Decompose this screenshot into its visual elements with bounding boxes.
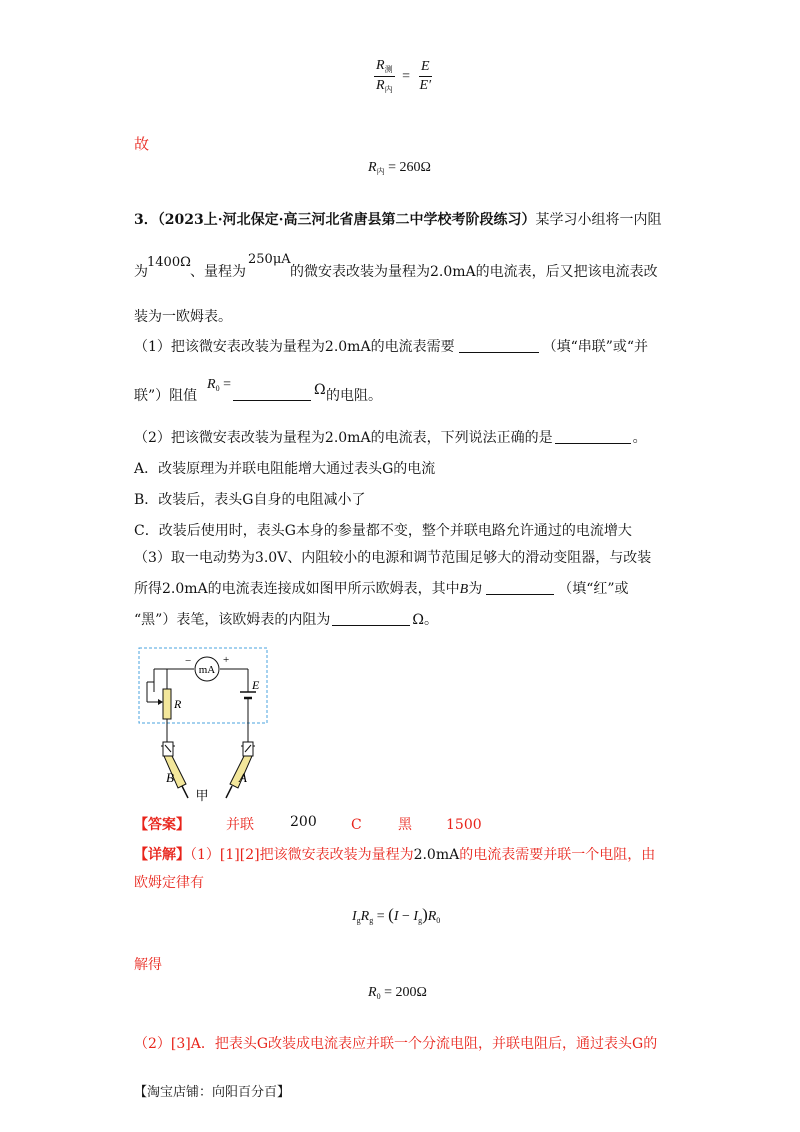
detail-part-2: （2）[3]A．把表头G改装成电流表应并联一个分流电阻，并联电阻后，通过表头G的 — [134, 1036, 658, 1052]
subscript: g — [356, 916, 361, 925]
subscript: 0 — [436, 916, 441, 925]
answer-1: 并联 — [226, 817, 254, 833]
current-value: 2.0mA — [162, 581, 208, 597]
answer-2: 200 — [290, 814, 317, 830]
option-a: A．改装原理为并联电阻能增大通过表头G的电流 — [134, 461, 436, 477]
question-source: （2023上·河北保定·高三河北省唐县第二中学校考阶段练习） — [157, 212, 536, 228]
value: 260Ω — [399, 160, 431, 175]
e-symbol: E — [419, 59, 432, 77]
answer-4: 黑 — [398, 817, 412, 833]
r-symbol: R — [360, 909, 370, 924]
e-prime-symbol: E′ — [419, 78, 432, 93]
subscript: g — [369, 916, 374, 925]
option-c: C．改装后使用时，表头G本身的参量都不变，整个并联电路允许通过的电流增大 — [134, 523, 632, 539]
range-value: 250μA — [248, 252, 291, 267]
part-3-line-2 — [134, 579, 629, 600]
r-symbol: R — [368, 985, 377, 1000]
question-3-line-2 — [134, 262, 148, 282]
plus-label: + — [223, 654, 230, 666]
question-text: 、量程为 — [190, 264, 246, 280]
part-text: 。 — [632, 430, 647, 446]
subscript: 测 — [384, 65, 393, 74]
detail-text: （1）[1][2]把该微安表改装为量程为 — [190, 847, 414, 863]
question-text: 的微安表改装为量程为2.0mA的电流表，后又把该电流表改 — [290, 264, 658, 280]
r0-symbol — [207, 377, 231, 393]
subscript: 0 — [376, 992, 381, 1001]
rheostat-icon — [163, 689, 171, 719]
equals-sign: = — [384, 985, 392, 1000]
question-number: 3． — [134, 212, 158, 228]
jiede-label: 解得 — [134, 957, 162, 973]
r-symbol: R — [368, 160, 377, 175]
subscript: g — [418, 916, 423, 925]
current-value: 2.0mA — [324, 339, 371, 355]
subscript: 0 — [215, 384, 220, 393]
b-symbol: B — [459, 582, 469, 597]
equals-sign: = — [388, 160, 396, 175]
answer-blank-1[interactable] — [459, 338, 539, 353]
question-text: 某学习小组将一内阻 — [535, 212, 662, 228]
r-internal-formula — [368, 160, 431, 177]
subscript: 内 — [376, 167, 385, 176]
part-text: 为 — [468, 581, 483, 597]
equals-sign: = — [223, 377, 231, 392]
ohm-law-equation — [352, 905, 440, 925]
a-probe-label: A — [239, 770, 247, 785]
part-text: 。 — [423, 612, 438, 628]
fraction-e — [417, 59, 433, 94]
part-2-line — [134, 428, 647, 448]
r-symbol: R — [207, 377, 216, 392]
meter-label: mA — [198, 664, 216, 676]
answer-blank-5[interactable] — [332, 611, 410, 626]
minus-sign: − — [401, 909, 410, 924]
subscript: 内 — [384, 85, 393, 94]
answer-blank-4[interactable] — [486, 580, 554, 595]
i-symbol: I — [413, 909, 419, 924]
part-1-line-1 — [134, 337, 648, 357]
part-text: “黑”）表笔，该欧姆表的内阻为 — [134, 612, 331, 628]
value: 200Ω — [395, 985, 427, 1000]
i-symbol: I — [393, 909, 399, 924]
part-3-line-3 — [134, 610, 438, 630]
voltage-value: 3.0V — [254, 550, 288, 566]
e-label: E — [252, 678, 260, 692]
r-symbol: R — [376, 78, 385, 93]
equals-sign: = — [402, 68, 410, 84]
question-3-line-1 — [134, 210, 661, 230]
answer-label: 【答案】 — [134, 817, 190, 833]
paren: ( — [388, 905, 394, 924]
answer-5: 1500 — [446, 817, 482, 833]
r0-result-formula — [368, 985, 427, 1001]
part-text: 联”）阻值 — [134, 388, 198, 404]
ohm-symbol: Ω — [412, 612, 424, 628]
fraction-r — [374, 58, 395, 95]
i-symbol: I — [352, 909, 357, 924]
part-3-line-1 — [134, 548, 651, 568]
resistance-value: 1400Ω — [147, 255, 191, 270]
detail-line-1 — [134, 845, 655, 865]
figure-caption: 甲 — [195, 788, 209, 803]
option-b: B．改装后，表头G自身的电阻减小了 — [134, 492, 366, 508]
current-value: 2.0mA — [324, 430, 371, 446]
gu-label: 故 — [134, 135, 150, 153]
detail-label: 【详解】 — [134, 847, 190, 863]
circuit-figure — [134, 642, 274, 804]
part-text: （1）把该微安表改装为量程为 — [134, 339, 325, 355]
paren: ) — [422, 905, 428, 924]
top-formula — [374, 58, 433, 95]
r-symbol: R — [376, 58, 385, 73]
part-text: 的电流表，下列说法正确的是 — [370, 430, 553, 446]
part-text: 、内阻较小的电源和调节范围足够大的滑动变阻器，与改装 — [287, 550, 652, 566]
footer: 【淘宝店铺：向阳百分百】 — [134, 1085, 291, 1100]
detail-text: 欧姆定律有 — [134, 875, 204, 891]
answer-blank-2[interactable] — [233, 386, 311, 401]
current-value: 2.0mA — [413, 847, 460, 863]
slider-arrow-icon — [158, 699, 163, 705]
part-text: 的电流表连接成如图甲所示欧姆表，其中 — [207, 581, 460, 597]
part-text: （3）取一电动势为 — [134, 550, 255, 566]
part-text: 的电流表需要 — [370, 339, 455, 355]
part-text: （2）把该微安表改装为量程为 — [134, 430, 325, 446]
part-text: 的电阻。 — [326, 388, 382, 404]
question-text: 装为一欧姆表。 — [134, 309, 232, 325]
detail-text: 的电流表需要并联一个电阻，由 — [459, 847, 656, 863]
r-symbol: R — [427, 909, 437, 924]
minus-label: − — [185, 655, 192, 667]
r-label: R — [174, 697, 182, 711]
equals-sign: = — [376, 909, 385, 924]
part-text: （填“串联”或“并 — [542, 339, 649, 355]
answer-3: C — [351, 817, 362, 833]
b-probe-label: B — [166, 770, 174, 785]
answer-blank-2-wrap — [233, 386, 311, 403]
part-text: 所得 — [134, 581, 162, 597]
part-text: （填“红”或 — [558, 581, 629, 597]
question-text: 为 — [134, 264, 148, 280]
answer-blank-3[interactable] — [555, 429, 631, 444]
ohm-symbol: Ω — [314, 382, 326, 398]
